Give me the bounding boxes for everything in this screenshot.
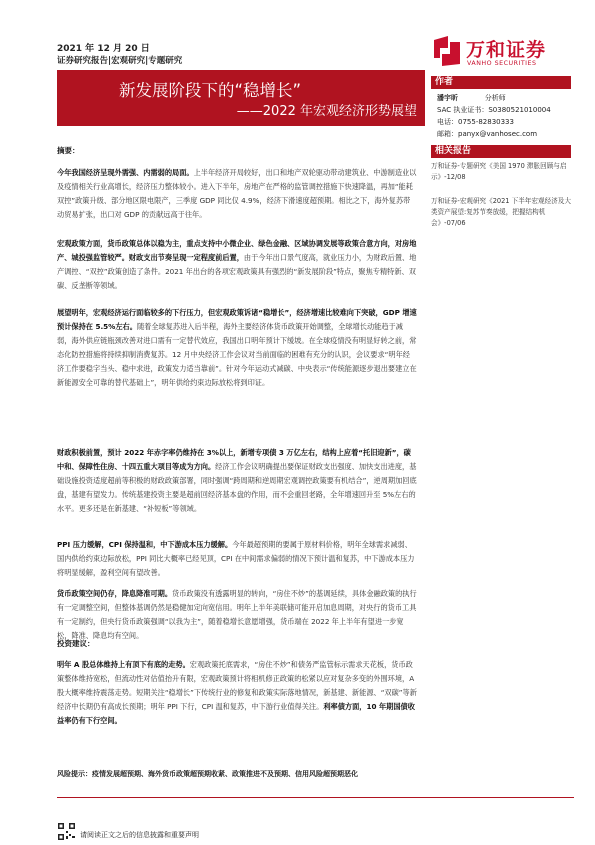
footer-divider	[57, 797, 574, 798]
qr-code-icon	[57, 822, 76, 841]
paragraph-3: 展望明年，宏观经济运行面临较多的下行压力，但宏观政策诉诸“稳增长”，经济增速比较难向下突破，GDP 增速预计保持在 5.5%左右。随着全球复苏进入后半程，海外主要经济体货币政策开始调整，全球增长动能趋于减弱，海外供应链瓶颈改善对进口需有一定替代效应，我国出口明年预计下缓坡。在全球疫情没有明显好转之前，常态化防控措施将持续抑制消费复苏。12 月中央经济工作会议对当前面临的困难有充分的认识，会议要求“明年经济工作要稳字当头、稳中求进，政策发力适当靠前”。针对今年运动式减碳、中央表示“传统能源逐步退出要建立在新能源安全可靠的替代基础上”，明年供给约束边际放松将到印证。	[57, 308, 417, 387]
report-title: 新发展阶段下的“稳增长”	[119, 81, 302, 100]
related-report-2[interactable]: 万和证券-宏观研究《2021 下半年宏观经济及大类资产展望:复苏节奏放缓，把握结构机会》-07/06	[431, 197, 571, 227]
logo-mark-icon	[432, 34, 462, 68]
author-block	[437, 92, 551, 140]
paragraph-1: 今年我国经济呈现外需强、内需弱的局面。上半年经济开局较好，出口和地产双轮驱动带动建筑业、中游制造业以及疫情相关行业高增长，经济压力整体较小。进入下半年，房地产在严格的监管调控措施下快速降温，再加“能耗双控”政策升级、部分地区限电限产，三季度 GDP 同比仅 4.9%，经济下滑速度超预期。相比之下，海外复苏带动贸易扩张，出口对 GDP 的贡献远高于往年。	[57, 168, 417, 219]
company-logo	[432, 34, 572, 72]
logo-name: 万和证券	[466, 39, 547, 61]
report-categories: 证券研究报告|宏观研究|专题研究	[57, 56, 183, 66]
author-name: 潘宇昕	[437, 94, 458, 102]
paragraph-2: 宏观政策方面，货币政策总体以稳为主，重点支持中小微企业、绿色金融、区域协调发展等政策合意方向，对房地产、城投强监管较严。财政支出节奏呈现一定程度前后置，由于今年出口景气度高，就业压力小，为财政后置、地产调控、“双控”政策创造了条件。2021 年出台的各项宏观政策具有强烈的“新发展阶段”特点，聚焦专精特新、双碳、反垄断等领域。	[57, 239, 417, 290]
disclaimer-note: 请阅读正文之后的信息披露和重要声明	[80, 831, 199, 839]
related-report-1[interactable]: 万和证券-专题研究《美国 1970 滞胀回顾与启示》-12/08	[431, 162, 567, 181]
author-license: SAC 执业证书：S0380521010004	[437, 106, 551, 114]
related-section-label: 相关报告	[431, 145, 571, 158]
author-section-label: 作者	[431, 76, 571, 89]
paragraph-4: 财政积极前置，预计 2022 年赤字率仍维持在 3%以上，新增专项债 3 万亿左右，结构上应着“托旧迎新”，碳中和、保障性住房、十四五重大项目等成为方向。经济工作会议明确提出要保证财政支出强度、加快支出进度，基础设施投资适度超前等积极的财政政策部署，同时强调“跨周期和逆周期宏观调控政策要有机结合”，逆周期加回底盘，基建有望发力。传统基建投资主要是超前回经济基本盘的作用，而不会重回老路，全年增速回升至 5%左右的水平。更多还是在新基建、“补短板”等领域。	[57, 448, 417, 513]
logo-english: VANHO SECURITIES	[467, 60, 537, 67]
paragraph-5: PPI 压力缓解，CPI 保持温和，中下游成本压力缓解。今年最超预期的要属于原材料价格，明年全球需求减弱、国内供给约束边际放松，PPI 同比大概率已经见顶，CPI 在中间需求偏弱的情况下预计温和复苏，中下游成本压力将明显缓解，盈利空间有望改善。	[57, 540, 415, 577]
author-role: 分析师	[484, 94, 506, 102]
paragraph-6: 货币政策空间仍存，降息降准可期。货币政策没有透露明显的转向，“房住不炒”的基调延续，具体金融政策的执行有一定调整空间，但整体基调仍然是稳健加定向宽信用。明年上半年美联储可能开启加息周期，对央行的货币工具有一定制约，但央行货币政策强调“以我为主”，随着稳增长意愿增强，货币端在 2022 年上半年有望进一步宽松，降准、降息均有空间。	[57, 589, 417, 640]
summary-label: 摘要：	[57, 146, 80, 155]
report-subtitle: ——2022 年宏观经济形势展望	[236, 104, 417, 119]
author-phone: 电话：0755-82830333	[437, 118, 514, 126]
report-date: 2021 年 12 月 20 日	[57, 44, 150, 54]
paragraph-7: 明年 A 股总体维持上有顶下有底的走势。宏观政策托底需求，“房住不炒”和债务严监管标示需求天花板，货币政策整体维持宽松，但流动性对估值抬升有限，宏观政策预计将相机修正政策的松紧以应对复杂多变的外围环境，A 股大概率维持震荡走势。短期关注“稳增长”下传统行业的修复和政策实际落地情况，新基建、新能源、“双碳”等新经济中长期仍有高成长预期；明年 PPI 下行，CPI 温和复苏，中下游行业值得关注。利率债方面，10 年期国债收益率仍有下行空间。	[57, 660, 417, 725]
risk-warning: 风险提示：疫情发展超预期、海外货币政策超预期收紧、政策推进不及预期、信用风险超预期恶化	[57, 770, 358, 778]
author-email[interactable]: 邮箱：panyx@vanhosec.com	[437, 130, 538, 138]
title-banner	[57, 70, 425, 126]
invest-label: 投资建议：	[57, 639, 95, 648]
